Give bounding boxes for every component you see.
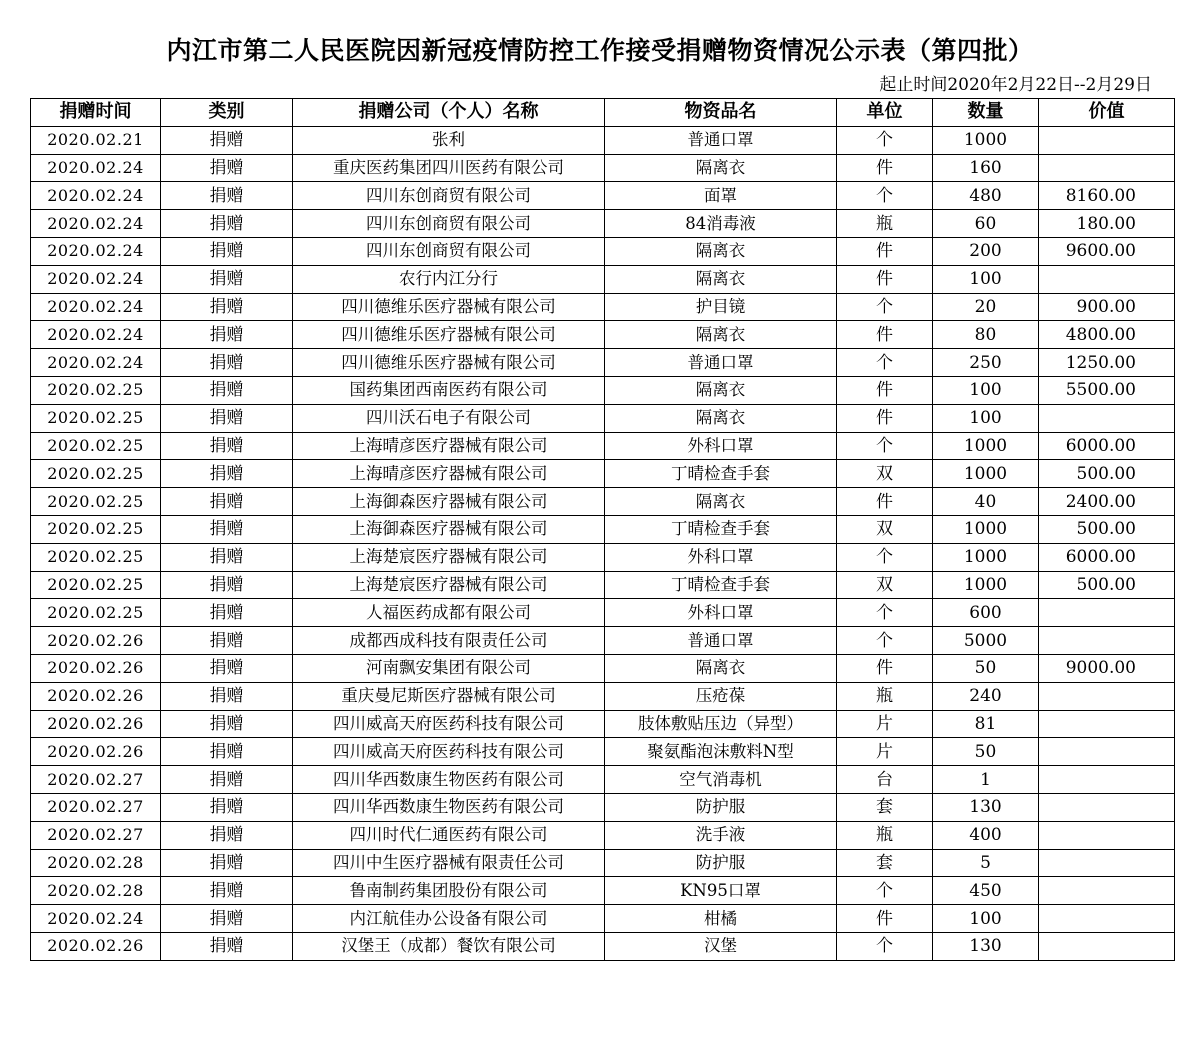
cell-quantity: 450 [933, 877, 1039, 905]
cell-donor: 四川东创商贸有限公司 [293, 182, 605, 210]
table-row [31, 932, 1175, 960]
cell-item: 外科口罩 [605, 543, 837, 571]
table-row [31, 404, 1175, 432]
cell-category: 捐赠 [161, 905, 293, 933]
cell-value [1039, 932, 1175, 960]
cell-date: 2020.02.26 [31, 738, 161, 766]
cell-item: 隔离衣 [605, 654, 837, 682]
table-row [31, 793, 1175, 821]
cell-date: 2020.02.26 [31, 932, 161, 960]
table-row [31, 738, 1175, 766]
cell-date: 2020.02.28 [31, 849, 161, 877]
cell-category: 捐赠 [161, 571, 293, 599]
cell-value [1039, 738, 1175, 766]
cell-category: 捐赠 [161, 849, 293, 877]
cell-donor: 四川时代仁通医药有限公司 [293, 821, 605, 849]
cell-item: 隔离衣 [605, 237, 837, 265]
cell-category: 捐赠 [161, 349, 293, 377]
cell-item: 隔离衣 [605, 265, 837, 293]
cell-donor: 四川威高天府医药科技有限公司 [293, 710, 605, 738]
table-row [31, 766, 1175, 794]
table-row [31, 821, 1175, 849]
cell-date: 2020.02.26 [31, 654, 161, 682]
cell-item: 隔离衣 [605, 404, 837, 432]
table-row [31, 126, 1175, 154]
table-row [31, 599, 1175, 627]
cell-category: 捐赠 [161, 766, 293, 794]
cell-date: 2020.02.27 [31, 766, 161, 794]
cell-donor: 张利 [293, 126, 605, 154]
cell-unit: 件 [837, 154, 933, 182]
cell-quantity: 250 [933, 349, 1039, 377]
cell-item: 普通口罩 [605, 627, 837, 655]
cell-category: 捐赠 [161, 237, 293, 265]
cell-date: 2020.02.25 [31, 571, 161, 599]
cell-donor: 四川沃石电子有限公司 [293, 404, 605, 432]
cell-item: 隔离衣 [605, 376, 837, 404]
cell-category: 捐赠 [161, 460, 293, 488]
cell-value: 900.00 [1039, 293, 1175, 321]
cell-date: 2020.02.26 [31, 627, 161, 655]
cell-quantity: 130 [933, 793, 1039, 821]
cell-unit: 个 [837, 543, 933, 571]
cell-donor: 汉堡王（成都）餐饮有限公司 [293, 932, 605, 960]
cell-value [1039, 877, 1175, 905]
cell-date: 2020.02.25 [31, 460, 161, 488]
cell-item: 丁晴检查手套 [605, 515, 837, 543]
cell-value: 5500.00 [1039, 376, 1175, 404]
cell-value: 500.00 [1039, 571, 1175, 599]
table-body [31, 126, 1175, 960]
cell-date: 2020.02.25 [31, 599, 161, 627]
cell-donor: 内江航佳办公设备有限公司 [293, 905, 605, 933]
donation-table [30, 98, 1175, 961]
cell-date: 2020.02.26 [31, 710, 161, 738]
cell-item: 柑橘 [605, 905, 837, 933]
cell-date: 2020.02.25 [31, 515, 161, 543]
cell-item: 聚氨酯泡沫敷料N型 [605, 738, 837, 766]
cell-value [1039, 821, 1175, 849]
cell-quantity: 100 [933, 404, 1039, 432]
table-header-row [31, 99, 1175, 127]
cell-date: 2020.02.24 [31, 905, 161, 933]
cell-unit: 件 [837, 321, 933, 349]
cell-quantity: 400 [933, 821, 1039, 849]
column-header-item: 物资品名 [605, 99, 837, 127]
table-row [31, 293, 1175, 321]
cell-quantity: 1000 [933, 543, 1039, 571]
cell-category: 捐赠 [161, 738, 293, 766]
cell-unit: 个 [837, 932, 933, 960]
cell-date: 2020.02.25 [31, 404, 161, 432]
table-row [31, 905, 1175, 933]
cell-donor: 四川华西数康生物医药有限公司 [293, 766, 605, 794]
cell-unit: 件 [837, 905, 933, 933]
cell-quantity: 100 [933, 905, 1039, 933]
cell-quantity: 40 [933, 488, 1039, 516]
cell-donor: 重庆曼尼斯医疗器械有限公司 [293, 682, 605, 710]
cell-unit: 片 [837, 710, 933, 738]
cell-date: 2020.02.24 [31, 237, 161, 265]
cell-unit: 件 [837, 654, 933, 682]
column-header-category: 类别 [161, 99, 293, 127]
cell-item: 丁晴检查手套 [605, 571, 837, 599]
table-row [31, 210, 1175, 238]
cell-item: 隔离衣 [605, 154, 837, 182]
cell-date: 2020.02.25 [31, 488, 161, 516]
cell-donor: 上海晴彦医疗器械有限公司 [293, 432, 605, 460]
cell-category: 捐赠 [161, 404, 293, 432]
cell-donor: 四川华西数康生物医药有限公司 [293, 793, 605, 821]
cell-donor: 上海楚宸医疗器械有限公司 [293, 571, 605, 599]
cell-value [1039, 599, 1175, 627]
cell-item: KN95口罩 [605, 877, 837, 905]
cell-item: 肢体敷贴压边（异型） [605, 710, 837, 738]
cell-value: 500.00 [1039, 515, 1175, 543]
table-row [31, 543, 1175, 571]
table-row [31, 265, 1175, 293]
cell-category: 捐赠 [161, 515, 293, 543]
table-row [31, 877, 1175, 905]
cell-quantity: 1000 [933, 432, 1039, 460]
cell-unit: 套 [837, 849, 933, 877]
cell-category: 捐赠 [161, 627, 293, 655]
cell-unit: 个 [837, 293, 933, 321]
table-row [31, 349, 1175, 377]
cell-donor: 农行内江分行 [293, 265, 605, 293]
table-row [31, 654, 1175, 682]
cell-unit: 瓶 [837, 682, 933, 710]
cell-unit: 件 [837, 265, 933, 293]
cell-value [1039, 682, 1175, 710]
cell-item: 外科口罩 [605, 599, 837, 627]
cell-quantity: 81 [933, 710, 1039, 738]
cell-category: 捐赠 [161, 821, 293, 849]
cell-unit: 个 [837, 599, 933, 627]
cell-item: 压疮葆 [605, 682, 837, 710]
cell-date: 2020.02.24 [31, 265, 161, 293]
cell-unit: 件 [837, 404, 933, 432]
cell-date: 2020.02.25 [31, 432, 161, 460]
cell-date: 2020.02.24 [31, 154, 161, 182]
table-row [31, 682, 1175, 710]
cell-item: 外科口罩 [605, 432, 837, 460]
cell-quantity: 1000 [933, 515, 1039, 543]
cell-item: 丁晴检查手套 [605, 460, 837, 488]
cell-item: 隔离衣 [605, 321, 837, 349]
table-row [31, 432, 1175, 460]
cell-quantity: 50 [933, 738, 1039, 766]
cell-category: 捐赠 [161, 321, 293, 349]
column-header-quantity: 数量 [933, 99, 1039, 127]
cell-quantity: 50 [933, 654, 1039, 682]
cell-value [1039, 849, 1175, 877]
cell-date: 2020.02.26 [31, 682, 161, 710]
cell-donor: 成都西成科技有限责任公司 [293, 627, 605, 655]
cell-value [1039, 126, 1175, 154]
cell-value [1039, 265, 1175, 293]
cell-quantity: 1000 [933, 460, 1039, 488]
cell-donor: 上海楚宸医疗器械有限公司 [293, 543, 605, 571]
cell-unit: 双 [837, 515, 933, 543]
cell-quantity: 480 [933, 182, 1039, 210]
cell-item: 普通口罩 [605, 126, 837, 154]
cell-category: 捐赠 [161, 932, 293, 960]
column-header-date: 捐赠时间 [31, 99, 161, 127]
cell-item: 隔离衣 [605, 488, 837, 516]
cell-value: 9600.00 [1039, 237, 1175, 265]
cell-category: 捐赠 [161, 126, 293, 154]
column-header-donor: 捐赠公司（个人）名称 [293, 99, 605, 127]
table-row [31, 627, 1175, 655]
cell-quantity: 80 [933, 321, 1039, 349]
cell-value: 9000.00 [1039, 654, 1175, 682]
cell-value [1039, 793, 1175, 821]
cell-unit: 个 [837, 126, 933, 154]
cell-unit: 套 [837, 793, 933, 821]
cell-unit: 瓶 [837, 210, 933, 238]
cell-donor: 上海御森医疗器械有限公司 [293, 515, 605, 543]
cell-item: 防护服 [605, 793, 837, 821]
cell-quantity: 100 [933, 265, 1039, 293]
cell-value [1039, 905, 1175, 933]
cell-item: 护目镜 [605, 293, 837, 321]
cell-category: 捐赠 [161, 710, 293, 738]
cell-value [1039, 154, 1175, 182]
table-row [31, 849, 1175, 877]
cell-category: 捐赠 [161, 210, 293, 238]
table-row [31, 321, 1175, 349]
cell-category: 捐赠 [161, 599, 293, 627]
table-row [31, 376, 1175, 404]
cell-quantity: 1 [933, 766, 1039, 794]
table-row [31, 154, 1175, 182]
table-row [31, 571, 1175, 599]
cell-unit: 双 [837, 571, 933, 599]
cell-category: 捐赠 [161, 793, 293, 821]
cell-donor: 四川德维乐医疗器械有限公司 [293, 321, 605, 349]
cell-value [1039, 404, 1175, 432]
cell-category: 捐赠 [161, 182, 293, 210]
cell-date: 2020.02.21 [31, 126, 161, 154]
cell-donor: 河南飘安集团有限公司 [293, 654, 605, 682]
cell-quantity: 600 [933, 599, 1039, 627]
cell-value: 1250.00 [1039, 349, 1175, 377]
cell-item: 面罩 [605, 182, 837, 210]
cell-category: 捐赠 [161, 154, 293, 182]
cell-donor: 重庆医药集团四川医药有限公司 [293, 154, 605, 182]
cell-unit: 个 [837, 349, 933, 377]
cell-unit: 件 [837, 237, 933, 265]
table-row [31, 710, 1175, 738]
cell-item: 普通口罩 [605, 349, 837, 377]
cell-quantity: 130 [933, 932, 1039, 960]
cell-quantity: 200 [933, 237, 1039, 265]
cell-date: 2020.02.27 [31, 793, 161, 821]
cell-category: 捐赠 [161, 654, 293, 682]
cell-item: 汉堡 [605, 932, 837, 960]
cell-quantity: 1000 [933, 571, 1039, 599]
cell-value [1039, 627, 1175, 655]
cell-category: 捐赠 [161, 682, 293, 710]
cell-quantity: 160 [933, 154, 1039, 182]
cell-unit: 台 [837, 766, 933, 794]
cell-category: 捐赠 [161, 877, 293, 905]
cell-unit: 片 [837, 738, 933, 766]
cell-unit: 个 [837, 182, 933, 210]
cell-date: 2020.02.24 [31, 293, 161, 321]
column-header-unit: 单位 [837, 99, 933, 127]
cell-category: 捐赠 [161, 376, 293, 404]
page-title: 内江市第二人民医院因新冠疫情防控工作接受捐赠物资情况公示表（第四批） [166, 36, 1034, 65]
cell-value: 4800.00 [1039, 321, 1175, 349]
table-row [31, 237, 1175, 265]
cell-donor: 四川中生医疗器械有限责任公司 [293, 849, 605, 877]
cell-quantity: 1000 [933, 126, 1039, 154]
cell-quantity: 100 [933, 376, 1039, 404]
table-row [31, 515, 1175, 543]
cell-value: 8160.00 [1039, 182, 1175, 210]
cell-item: 84消毒液 [605, 210, 837, 238]
cell-donor: 上海晴彦医疗器械有限公司 [293, 460, 605, 488]
cell-donor: 国药集团西南医药有限公司 [293, 376, 605, 404]
cell-date: 2020.02.24 [31, 182, 161, 210]
table-row [31, 488, 1175, 516]
cell-unit: 瓶 [837, 821, 933, 849]
cell-category: 捐赠 [161, 265, 293, 293]
table-row [31, 460, 1175, 488]
cell-unit: 个 [837, 432, 933, 460]
table-row [31, 182, 1175, 210]
cell-quantity: 240 [933, 682, 1039, 710]
cell-donor: 四川东创商贸有限公司 [293, 210, 605, 238]
cell-unit: 件 [837, 488, 933, 516]
cell-value: 2400.00 [1039, 488, 1175, 516]
cell-date: 2020.02.24 [31, 349, 161, 377]
cell-unit: 件 [837, 376, 933, 404]
cell-item: 洗手液 [605, 821, 837, 849]
cell-date: 2020.02.24 [31, 210, 161, 238]
cell-unit: 个 [837, 877, 933, 905]
cell-date: 2020.02.24 [31, 321, 161, 349]
cell-value [1039, 710, 1175, 738]
cell-donor: 上海御森医疗器械有限公司 [293, 488, 605, 516]
cell-donor: 鲁南制药集团股份有限公司 [293, 877, 605, 905]
cell-date: 2020.02.25 [31, 543, 161, 571]
cell-date: 2020.02.25 [31, 376, 161, 404]
cell-value: 6000.00 [1039, 543, 1175, 571]
cell-value: 500.00 [1039, 460, 1175, 488]
cell-quantity: 60 [933, 210, 1039, 238]
cell-unit: 个 [837, 627, 933, 655]
cell-value [1039, 766, 1175, 794]
cell-value: 180.00 [1039, 210, 1175, 238]
cell-donor: 人福医药成都有限公司 [293, 599, 605, 627]
cell-category: 捐赠 [161, 543, 293, 571]
cell-date: 2020.02.28 [31, 877, 161, 905]
cell-item: 空气消毒机 [605, 766, 837, 794]
date-range: 起止时间2020年2月22日--2月29日 [879, 75, 1152, 95]
cell-category: 捐赠 [161, 293, 293, 321]
cell-donor: 四川东创商贸有限公司 [293, 237, 605, 265]
column-header-value: 价值 [1039, 99, 1175, 127]
cell-date: 2020.02.27 [31, 821, 161, 849]
cell-category: 捐赠 [161, 488, 293, 516]
cell-item: 防护服 [605, 849, 837, 877]
cell-category: 捐赠 [161, 432, 293, 460]
cell-donor: 四川德维乐医疗器械有限公司 [293, 293, 605, 321]
cell-quantity: 5000 [933, 627, 1039, 655]
cell-value: 6000.00 [1039, 432, 1175, 460]
cell-quantity: 20 [933, 293, 1039, 321]
cell-quantity: 5 [933, 849, 1039, 877]
cell-donor: 四川德维乐医疗器械有限公司 [293, 349, 605, 377]
cell-unit: 双 [837, 460, 933, 488]
cell-donor: 四川威高天府医药科技有限公司 [293, 738, 605, 766]
